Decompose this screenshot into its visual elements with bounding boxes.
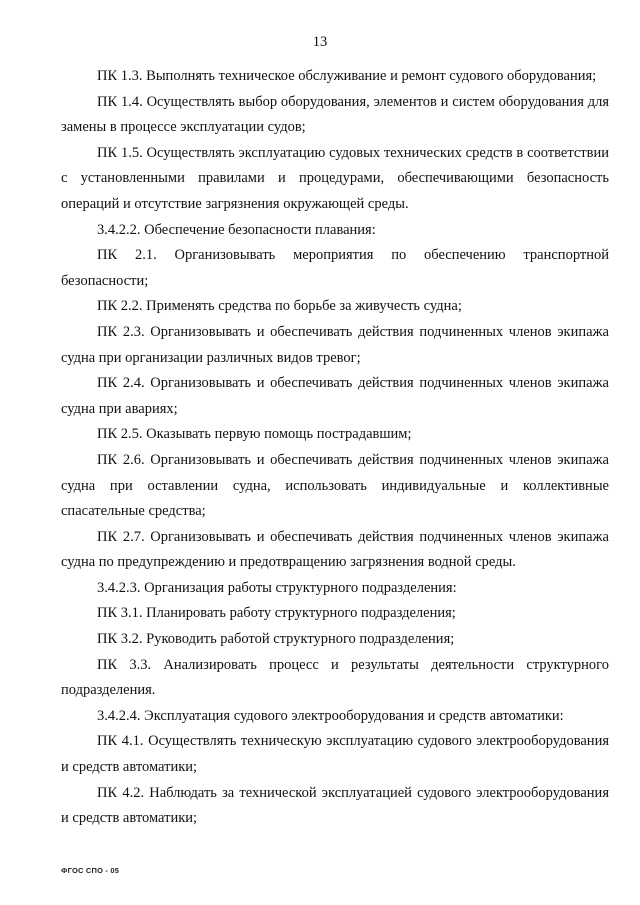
paragraph-pk-4-1: ПК 4.1. Осуществлять техническую эксплуатацию судового электрооборудования и средств автоматики;	[61, 733, 609, 776]
paragraph-pk-1-5: ПК 1.5. Осуществлять эксплуатацию судовых технических средств в соответствии с установленными правилами и процедурами, обеспечивающими безопасность операций и отсутствие загрязнения окружающей среды.	[61, 144, 609, 212]
section-heading-3-4-2-3: 3.4.2.3. Организация работы структурного подразделения:	[97, 579, 457, 596]
paragraph-pk-1-4: ПК 1.4. Осуществлять выбор оборудования, элементов и систем оборудования для замены в процессе эксплуатации судов;	[61, 93, 609, 136]
section-heading-3-4-2-2: 3.4.2.2. Обеспечение безопасности плавания:	[97, 221, 376, 238]
paragraph-pk-4-2: ПК 4.2. Наблюдать за технической эксплуатацией судового электрооборудования и средств автоматики;	[61, 784, 609, 827]
paragraph-pk-2-1: ПК 2.1. Организовывать мероприятия по обеспечению транспортной безопасности;	[61, 247, 609, 289]
paragraph-pk-2-5: ПК 2.5. Оказывать первую помощь пострадавшим;	[97, 426, 412, 443]
paragraph-pk-1-3: ПК 1.3. Выполнять техническое обслуживание и ремонт судового оборудования;	[97, 68, 597, 84]
section-heading-3-4-2-4: 3.4.2.4. Эксплуатация судового электрооборудования и средств автоматики:	[97, 707, 564, 724]
paragraph-pk-2-7: ПК 2.7. Организовывать и обеспечивать действия подчиненных членов экипажа судна по предупреждению и предотвращению загрязнения водной среды.	[61, 528, 609, 571]
paragraph-pk-3-3: ПК 3.3. Анализировать процесс и результаты деятельности структурного подразделения.	[61, 656, 609, 699]
page-number: 13	[312, 34, 328, 50]
paragraph-pk-3-2: ПК 3.2. Руководить работой структурного подразделения;	[97, 631, 455, 648]
paragraph-pk-2-2: ПК 2.2. Применять средства по борьбе за живучесть судна;	[97, 298, 462, 315]
paragraph-pk-2-6: ПК 2.6. Организовывать и обеспечивать действия подчиненных членов экипажа судна при оставлении судна, использовать индивидуальные и коллективные спасательные средства;	[61, 451, 609, 520]
paragraph-pk-2-4: ПК 2.4. Организовывать и обеспечивать действия подчиненных членов экипажа судна при авариях;	[61, 375, 609, 417]
paragraph-pk-2-3: ПК 2.3. Организовывать и обеспечивать действия подчиненных членов экипажа судна при организации различных видов тревог;	[61, 323, 609, 366]
document-body	[61, 64, 609, 832]
footer-standard-code: ФГОС СПО - 05	[61, 866, 120, 875]
paragraph-pk-3-1: ПК 3.1. Планировать работу структурного подразделения;	[97, 605, 456, 622]
